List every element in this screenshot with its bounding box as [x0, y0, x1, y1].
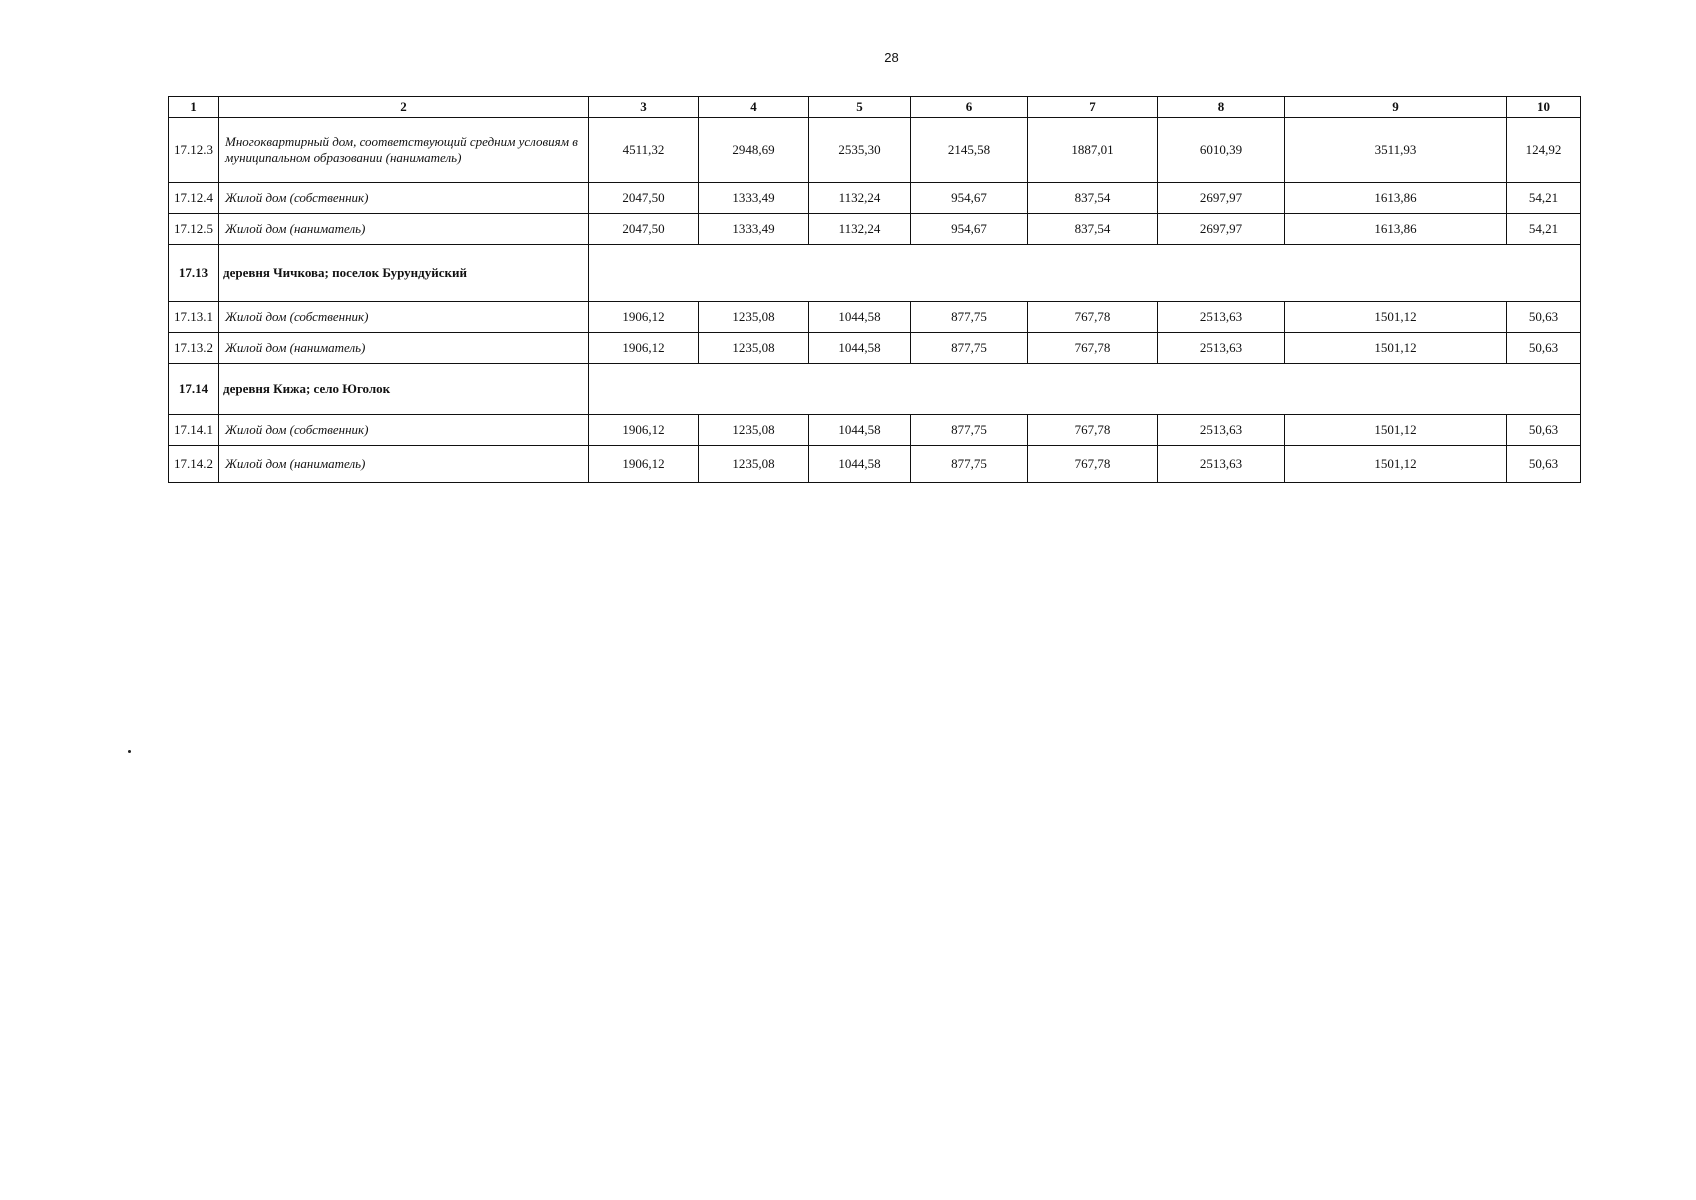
page-number: 28 — [884, 50, 899, 65]
value-cell: 1613,86 — [1285, 183, 1507, 214]
value-cell: 1235,08 — [699, 302, 809, 333]
value-cell: 2513,63 — [1158, 415, 1285, 446]
value-cell: 2145,58 — [911, 118, 1028, 183]
column-number: 5 — [809, 97, 911, 118]
column-number: 4 — [699, 97, 809, 118]
value-cell: 2948,69 — [699, 118, 809, 183]
value-cell: 837,54 — [1028, 214, 1158, 245]
value-cell: 1044,58 — [809, 302, 911, 333]
row-name: Жилой дом (наниматель) — [219, 446, 589, 483]
column-number: 1 — [169, 97, 219, 118]
scan-speck — [128, 750, 131, 753]
column-number: 6 — [911, 97, 1028, 118]
value-cell: 1613,86 — [1285, 214, 1507, 245]
row-code: 17.13.1 — [169, 302, 219, 333]
value-cell: 767,78 — [1028, 415, 1158, 446]
value-cell: 1235,08 — [699, 446, 809, 483]
value-cell: 2697,97 — [1158, 214, 1285, 245]
value-cell: 50,63 — [1507, 415, 1581, 446]
value-cell: 50,63 — [1507, 302, 1581, 333]
row-code: 17.12.3 — [169, 118, 219, 183]
value-cell: 1501,12 — [1285, 333, 1507, 364]
value-cell: 2513,63 — [1158, 333, 1285, 364]
table-row — [169, 118, 1581, 183]
value-cell: 54,21 — [1507, 183, 1581, 214]
column-number: 7 — [1028, 97, 1158, 118]
row-name: Жилой дом (собственник) — [219, 415, 589, 446]
value-cell: 1044,58 — [809, 446, 911, 483]
value-cell: 954,67 — [911, 214, 1028, 245]
value-cell: 124,92 — [1507, 118, 1581, 183]
row-name: Жилой дом (наниматель) — [219, 333, 589, 364]
tariff-table — [168, 96, 1581, 483]
group-name: деревня Чичкова; поселок Бурундуйский — [219, 245, 589, 302]
table-header-row — [169, 97, 1581, 118]
value-cell: 50,63 — [1507, 446, 1581, 483]
table-row — [169, 415, 1581, 446]
value-cell: 54,21 — [1507, 214, 1581, 245]
value-cell: 954,67 — [911, 183, 1028, 214]
value-cell: 1906,12 — [589, 446, 699, 483]
row-code: 17.14.1 — [169, 415, 219, 446]
row-name: Жилой дом (наниматель) — [219, 214, 589, 245]
table-row — [169, 333, 1581, 364]
column-number: 3 — [589, 97, 699, 118]
value-cell: 1501,12 — [1285, 415, 1507, 446]
value-cell: 837,54 — [1028, 183, 1158, 214]
value-cell: 2513,63 — [1158, 302, 1285, 333]
value-cell: 1501,12 — [1285, 302, 1507, 333]
value-cell: 1501,12 — [1285, 446, 1507, 483]
value-cell: 1906,12 — [589, 302, 699, 333]
table-row — [169, 302, 1581, 333]
value-cell: 877,75 — [911, 446, 1028, 483]
value-cell: 877,75 — [911, 333, 1028, 364]
table-row — [169, 183, 1581, 214]
row-code: 17.12.4 — [169, 183, 219, 214]
value-cell: 1132,24 — [809, 214, 911, 245]
row-code: 17.14.2 — [169, 446, 219, 483]
table-row — [169, 214, 1581, 245]
group-name: деревня Кижа; село Юголок — [219, 364, 589, 415]
value-cell: 877,75 — [911, 302, 1028, 333]
value-cell: 50,63 — [1507, 333, 1581, 364]
group-code: 17.14 — [169, 364, 219, 415]
value-cell: 767,78 — [1028, 446, 1158, 483]
column-number: 8 — [1158, 97, 1285, 118]
group-blank-cell — [589, 245, 1581, 302]
row-name: Жилой дом (собственник) — [219, 302, 589, 333]
value-cell: 3511,93 — [1285, 118, 1507, 183]
group-blank-cell — [589, 364, 1581, 415]
column-number: 2 — [219, 97, 589, 118]
table-group-row — [169, 245, 1581, 302]
value-cell: 1235,08 — [699, 333, 809, 364]
value-cell: 1906,12 — [589, 415, 699, 446]
value-cell: 2047,50 — [589, 214, 699, 245]
value-cell: 2047,50 — [589, 183, 699, 214]
column-number: 10 — [1507, 97, 1581, 118]
value-cell: 4511,32 — [589, 118, 699, 183]
row-code: 17.13.2 — [169, 333, 219, 364]
value-cell: 2513,63 — [1158, 446, 1285, 483]
row-name: Жилой дом (собственник) — [219, 183, 589, 214]
value-cell: 767,78 — [1028, 302, 1158, 333]
value-cell: 1132,24 — [809, 183, 911, 214]
table-row — [169, 446, 1581, 483]
value-cell: 1887,01 — [1028, 118, 1158, 183]
value-cell: 1333,49 — [699, 183, 809, 214]
row-name: Многоквартирный дом, соответствующий средним условиям в муниципальном образовании (наниматель) — [219, 118, 589, 183]
value-cell: 1235,08 — [699, 415, 809, 446]
group-code: 17.13 — [169, 245, 219, 302]
value-cell: 6010,39 — [1158, 118, 1285, 183]
value-cell: 2697,97 — [1158, 183, 1285, 214]
column-number: 9 — [1285, 97, 1507, 118]
value-cell: 1044,58 — [809, 333, 911, 364]
value-cell: 2535,30 — [809, 118, 911, 183]
value-cell: 1906,12 — [589, 333, 699, 364]
value-cell: 877,75 — [911, 415, 1028, 446]
row-code: 17.12.5 — [169, 214, 219, 245]
value-cell: 767,78 — [1028, 333, 1158, 364]
value-cell: 1333,49 — [699, 214, 809, 245]
table-group-row — [169, 364, 1581, 415]
value-cell: 1044,58 — [809, 415, 911, 446]
